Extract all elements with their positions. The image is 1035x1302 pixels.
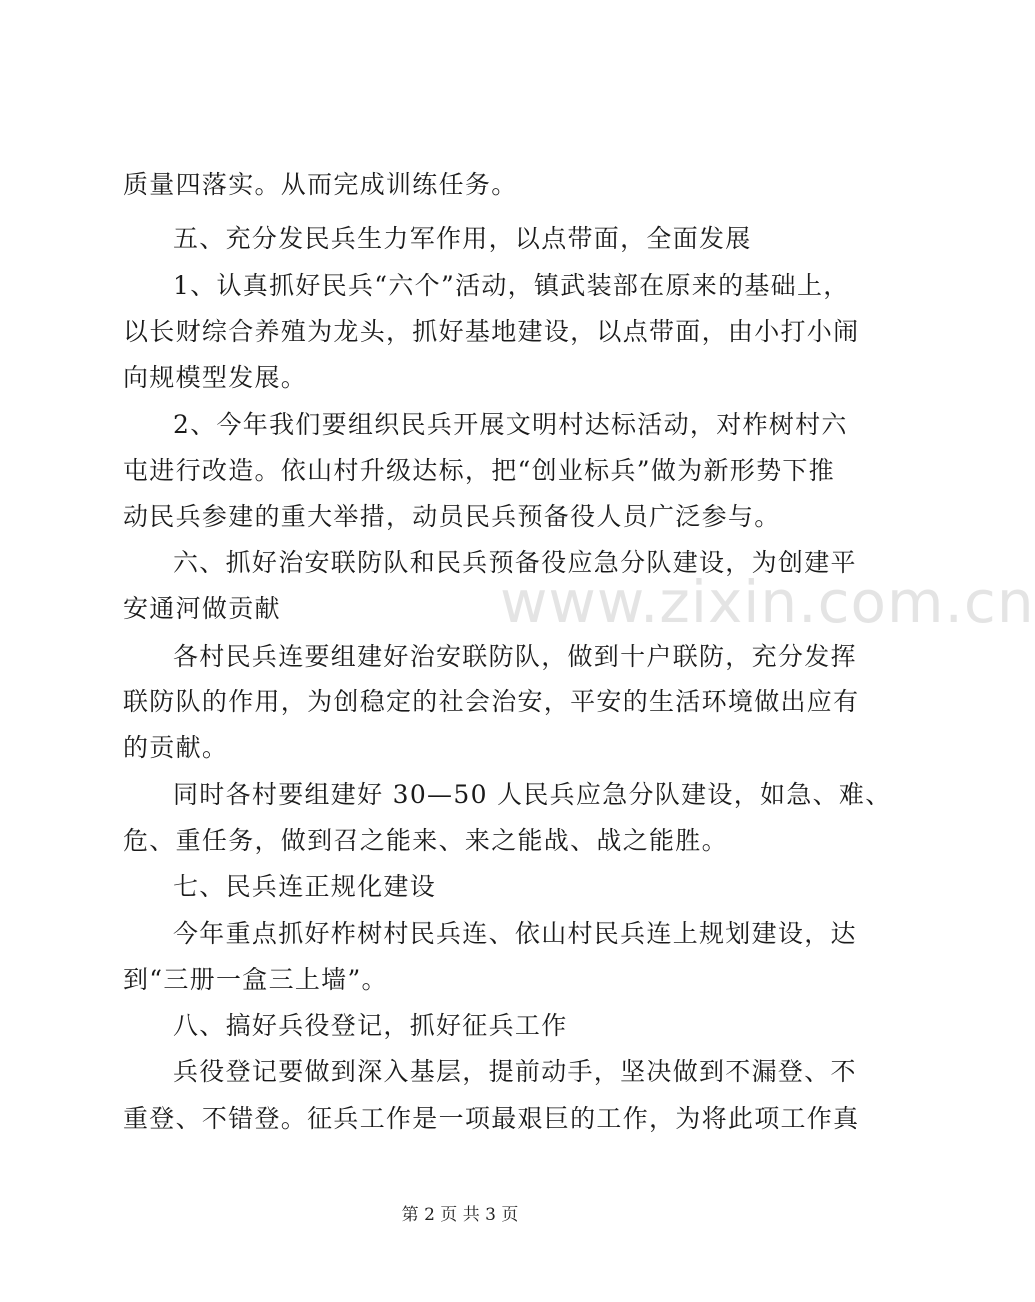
heading-6: 六、抓好治安联防队和民兵预备役应急分队建设，为创建平 bbox=[173, 548, 857, 577]
text-line-5: 向规模型发展。 bbox=[123, 363, 308, 392]
heading-8: 八、搞好兵役登记，抓好征兵工作 bbox=[173, 1011, 568, 1040]
text-line-17: 今年重点抓好柞树村民兵连、依山村民兵连上规划建设，达 bbox=[173, 919, 857, 948]
text-line-8: 动民兵参建的重大举措，动员民兵预备役人员广泛参与。 bbox=[123, 502, 781, 531]
text-line-12: 联防队的作用，为创稳定的社会治安，平安的生活环境做出应有 bbox=[123, 687, 860, 716]
heading-6-cont: 安通河做贡献 bbox=[123, 594, 281, 623]
text-line-6: 2、今年我们要组织民兵开展文明村达标活动，对柞树村六 bbox=[173, 410, 848, 439]
text-line-20: 兵役登记要做到深入基层，提前动手，坚决做到不漏登、不 bbox=[173, 1057, 857, 1086]
text-line-13: 的贡献。 bbox=[123, 733, 229, 762]
text-line-18: 到“三册一盒三上墙”。 bbox=[123, 965, 388, 994]
text-line-15: 危、重任务，做到召之能来、来之能战、战之能胜。 bbox=[123, 826, 728, 855]
text-line-1: 质量四落实。从而完成训练任务。 bbox=[123, 170, 518, 199]
text-line-11: 各村民兵连要组建好治安联防队，做到十户联防，充分发挥 bbox=[173, 642, 857, 671]
text-line-4: 以长财综合养殖为龙头，抓好基地建设，以点带面，由小打小闹 bbox=[123, 317, 860, 346]
text-line-3: 1、认真抓好民兵“六个”活动，镇武装部在原来的基础上， bbox=[173, 271, 850, 300]
text-line-14: 同时各村要组建好 30—50 人民兵应急分队建设，如急、难、 bbox=[173, 780, 892, 809]
watermark: www.zixin.com.cn bbox=[500, 568, 1035, 636]
text-line-21: 重登、不错登。征兵工作是一项最艰巨的工作，为将此项工作真 bbox=[123, 1104, 860, 1133]
heading-5: 五、充分发民兵生力军作用，以点带面，全面发展 bbox=[173, 224, 752, 253]
page-footer: 第 2 页 共 3 页 bbox=[401, 1205, 519, 1225]
text-line-7: 屯进行改造。依山村升级达标，把“创业标兵”做为新形势下推 bbox=[123, 456, 835, 485]
heading-7: 七、民兵连正规化建设 bbox=[173, 872, 437, 901]
